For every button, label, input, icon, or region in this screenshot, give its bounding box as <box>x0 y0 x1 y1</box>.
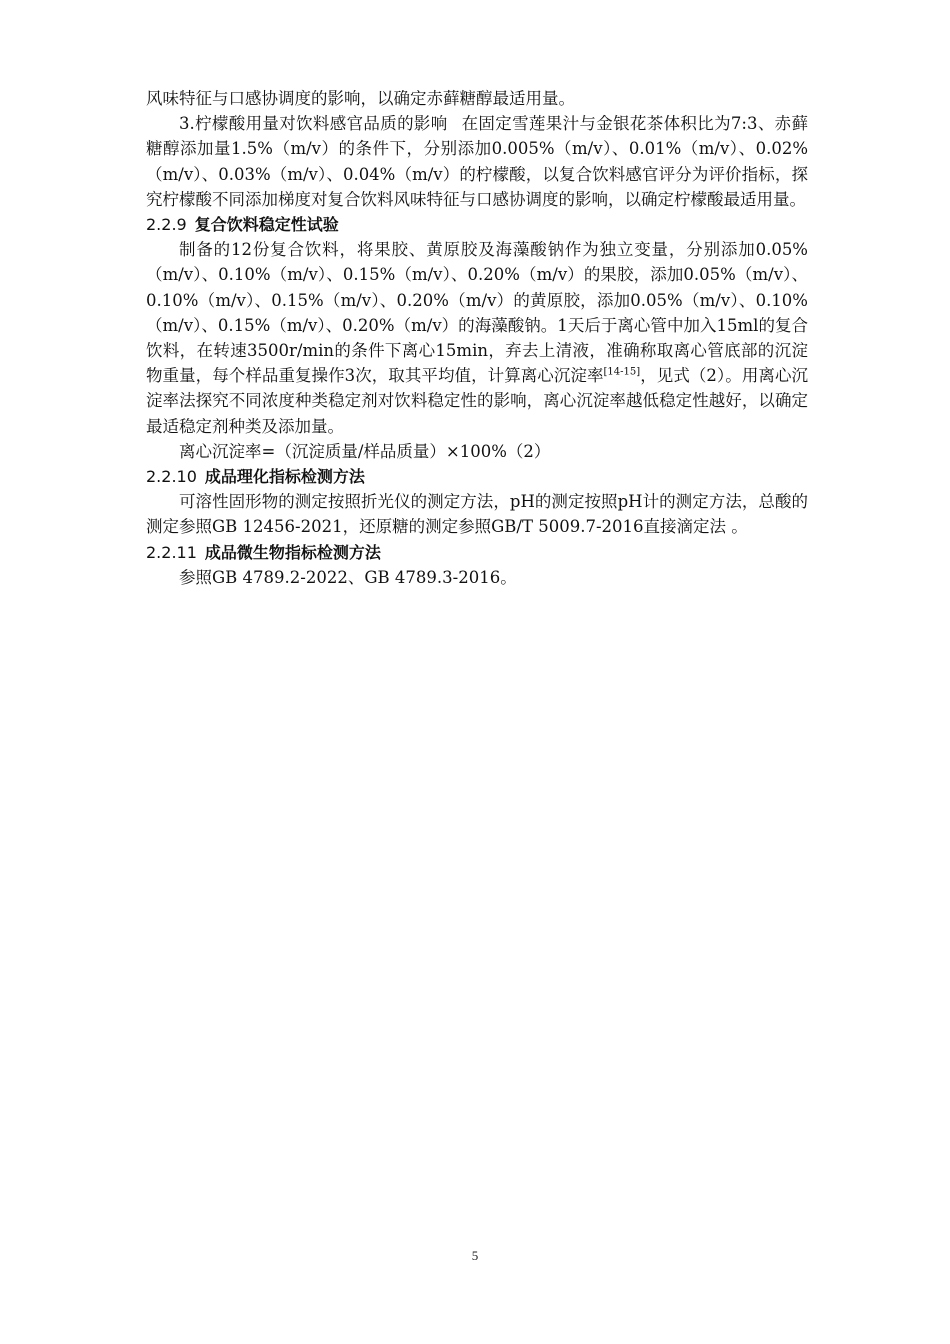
paragraph-stability-text-b: ，见式（2）。用离心沉淀率法探究不同浓度种类稳定剂对饮料稳定性的影响，离心沉淀率越低稳定性越好，以确定最适稳定剂种类及添加量。 <box>146 366 808 436</box>
section-heading-2-2-9 <box>146 212 808 237</box>
paragraph-citric-acid-text: 在固定雪莲果汁与金银花茶体积比为7:3、赤藓糖醇添加量1.5%（m/v）的条件下，分别添加0.005%（m/v）、0.01%（m/v）、0.02%（m/v）、0.03%（m/v）、0.04%（m/v）的柠檬酸，以复合饮料感官评分为评价指标，探究柠檬酸不同添加梯度对复合饮料风味特征与口感协调度的影响，以确定柠檬酸最适用量。 <box>146 114 808 209</box>
section-number: 2.2.10 <box>146 467 197 487</box>
inline-heading-citric-acid: 3.柠檬酸用量对饮料感官品质的影响 <box>179 114 448 134</box>
paragraph-citric-acid <box>146 111 808 212</box>
formula-centrifugal-sedimentation: 离心沉淀率=（沉淀质量/样品质量）×100%（2） <box>179 441 551 461</box>
paragraph-microbial-methods: 参照GB 4789.2-2022、GB 4789.3-2016。 <box>179 567 517 587</box>
page-number: 5 <box>471 1248 479 1263</box>
paragraph-stability-text-a: 制备的12份复合饮料，将果胶、黄原胶及海藻酸钠作为独立变量，分别添加0.05%（m/v）、0.10%（m/v）、0.15%（m/v）、0.20%（m/v）的果胶，添加0.05%（m/v）、0.10%（m/v）、0.15%（m/v）、0.20%（m/v）的黄原胶，添加0.05%（m/v）、0.10%（m/v）、0.15%（m/v）、0.20%（m/v）的海藻酸钠。1天后于离心管中加入15ml的复合饮料，在转速3500r/min的条件下离心15min，弃去上清液，准确称取离心管底部的沉淀物重量，每个样品重复操作3次，取其平均值，计算离心沉淀率 <box>146 240 808 386</box>
paragraph-stability-test <box>146 237 808 439</box>
citation-reference: [14-15] <box>603 366 641 378</box>
section-heading-2-2-10 <box>146 464 808 489</box>
section-number: 2.2.11 <box>146 542 197 562</box>
section-heading-2-2-11 <box>146 540 808 565</box>
section-title: 成品微生物指标检测方法 <box>204 542 381 562</box>
document-page-body <box>146 86 808 590</box>
section-title: 成品理化指标检测方法 <box>204 467 365 487</box>
section-title: 复合饮料稳定性试验 <box>194 215 339 235</box>
paragraph-physicochemical-methods: 可溶性固形物的测定按照折光仪的测定方法，pH的测定按照pH计的测定方法，总酸的测定参照GB 12456-2021，还原糖的测定参照GB/T 5009.7-2016直接滴定法 。 <box>146 492 808 537</box>
paragraph-sweetener-tail: 风味特征与口感协调度的影响，以确定赤藓糖醇最适用量。 <box>146 89 575 108</box>
section-number: 2.2.9 <box>146 215 187 235</box>
